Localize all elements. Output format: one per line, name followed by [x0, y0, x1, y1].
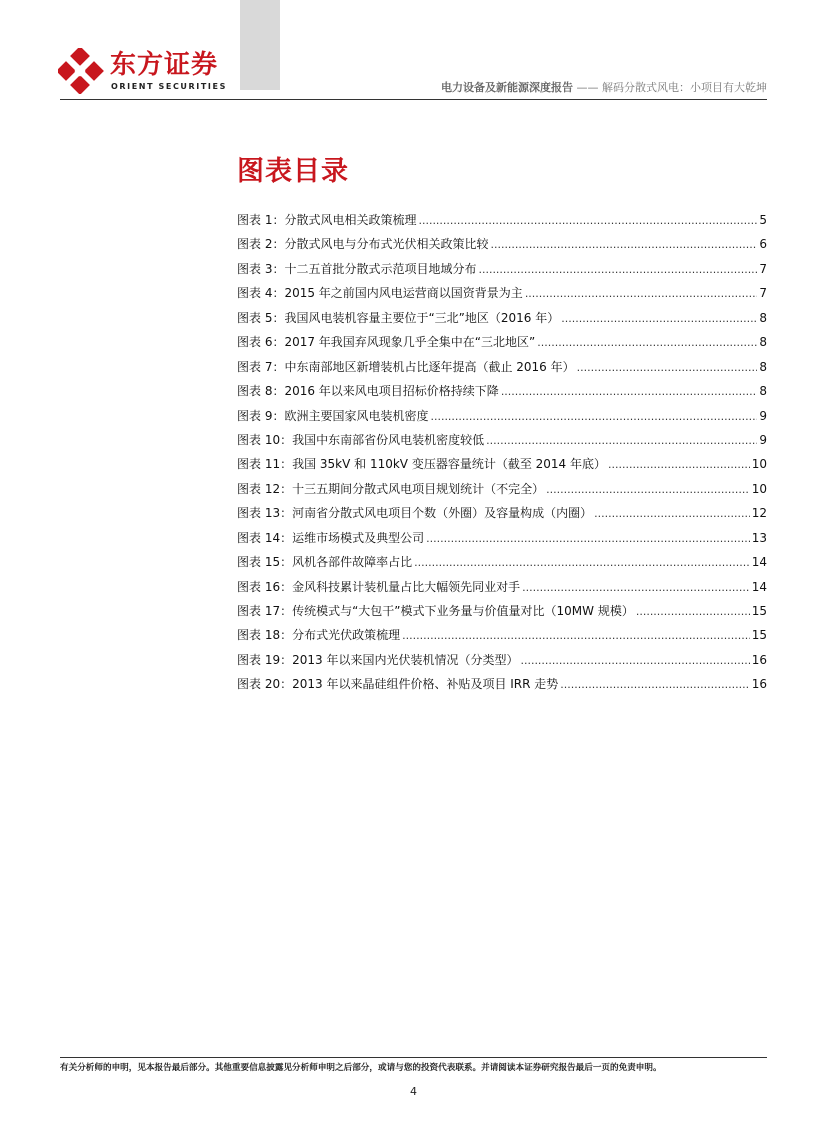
toc-entry[interactable] — [237, 575, 767, 599]
toc-entry-page: 16 — [751, 652, 767, 667]
toc-entry[interactable] — [237, 501, 767, 525]
toc-entry-label: 图表 13：河南省分散式风电项目个数（外圈）及容量构成（内圈） — [237, 506, 593, 521]
toc-entry-label: 图表 9：欧洲主要国家风电装机密度 — [237, 408, 429, 423]
header-decor-block — [240, 0, 280, 90]
toc-entry[interactable] — [237, 257, 767, 281]
toc-entry[interactable] — [237, 428, 767, 452]
company-logo — [58, 48, 238, 98]
toc-entry-page: 7 — [759, 261, 767, 276]
toc-entry-label: 图表 15：风机各部件故障率占比 — [237, 555, 413, 570]
toc-leader-dots — [520, 648, 749, 673]
toc-entry-page: 8 — [759, 310, 767, 325]
toc-entry-page: 13 — [751, 530, 767, 545]
toc-leader-dots — [537, 330, 757, 355]
toc-entry[interactable] — [237, 452, 767, 476]
logo-chinese-text: 东方证券 — [110, 50, 219, 80]
toc-entry-label: 图表 6：2017 年我国弃风现象几乎全集中在“三北地区” — [237, 335, 536, 350]
toc-entry[interactable] — [237, 477, 767, 501]
toc-entry-label: 图表 18：分布式光伏政策梳理 — [237, 628, 401, 643]
toc-leader-dots — [561, 306, 757, 331]
toc-entry-page: 5 — [759, 213, 767, 227]
toc-leader-dots — [546, 477, 750, 502]
toc-entry-label: 图表 17：传统模式与“大包干”模式下业务量与价值量对比（10MW 规模） — [237, 604, 634, 618]
toc-leader-dots — [522, 575, 750, 600]
toc-leader-dots — [490, 232, 757, 257]
toc-entry-label: 图表 4：2015 年之前国内风电运营商以国资背景为主 — [237, 286, 523, 301]
toc-entry-label: 图表 10：我国中东南部省份风电装机密度较低 — [237, 432, 485, 447]
toc-entry-page: 16 — [751, 677, 767, 692]
toc-entry-label: 图表 14：运维市场模式及典型公司 — [237, 530, 425, 545]
toc-entry-page: 9 — [759, 432, 767, 447]
toc-leader-dots — [418, 208, 757, 233]
toc-entry-label: 图表 20：2013 年以来晶硅组件价格、补贴及项目 IRR 走势 — [237, 677, 559, 692]
toc-entry-label: 图表 1：分散式风电相关政策梳理 — [237, 213, 417, 227]
toc-leader-dots — [608, 452, 750, 477]
toc-entry[interactable] — [237, 281, 767, 305]
toc-entry-label: 图表 5：我国风电装机容量主要位于“三北”地区（2016 年） — [237, 310, 560, 325]
toc-entry-page: 8 — [759, 335, 767, 350]
toc-entry-page: 14 — [751, 555, 767, 570]
orient-securities-logo-icon — [58, 48, 104, 94]
toc-leader-dots — [430, 404, 757, 429]
toc-heading: 图表目录 — [237, 156, 349, 187]
toc-leader-dots — [478, 257, 757, 282]
toc-leader-dots — [486, 428, 757, 453]
toc-leader-dots — [402, 623, 750, 648]
toc-entry-page: 14 — [751, 579, 767, 594]
header-separator: —— — [573, 81, 602, 94]
toc-entry-page: 9 — [759, 408, 767, 423]
toc-entry[interactable] — [237, 526, 767, 550]
toc-leader-dots — [594, 501, 750, 526]
toc-entry-label: 图表 12：十三五期间分散式风电项目规划统计（不完全） — [237, 481, 545, 496]
toc-entry[interactable] — [237, 330, 767, 354]
toc-entry[interactable] — [237, 404, 767, 428]
footer-divider — [60, 1057, 767, 1058]
report-header — [441, 79, 767, 95]
report-category: 电力设备及新能源深度报告 — [441, 81, 573, 94]
toc-leader-dots — [426, 526, 750, 551]
footer-disclaimer: 有关分析师的申明，见本报告最后部分。其他重要信息披露见分析师申明之后部分，或请与您的投资代表联系。并请阅读本证券研究报告最后一页的免责申明。 — [60, 1063, 662, 1073]
toc-entry-page: 7 — [759, 286, 767, 301]
toc-entry[interactable] — [237, 379, 767, 403]
toc-entry-page: 12 — [751, 506, 767, 521]
toc-leader-dots — [560, 672, 749, 697]
table-of-figures — [237, 208, 767, 697]
toc-entry-label: 图表 11：我国 35kV 和 110kV 变压器容量统计（截至 2014 年底） — [237, 457, 607, 472]
toc-entry[interactable] — [237, 306, 767, 330]
toc-entry-label: 图表 19：2013 年以来国内光伏装机情况（分类型） — [237, 652, 519, 667]
toc-entry-page: 15 — [751, 628, 767, 643]
toc-entry-page: 10 — [751, 457, 767, 472]
toc-entry[interactable] — [237, 648, 767, 672]
toc-entry-label: 图表 2：分散式风电与分布式光伏相关政策比较 — [237, 237, 489, 252]
header-divider — [60, 99, 767, 100]
toc-entry-page: 10 — [751, 481, 767, 496]
toc-entry-page: 15 — [751, 604, 767, 618]
toc-entry-page: 8 — [759, 359, 767, 374]
toc-entry[interactable] — [237, 550, 767, 574]
toc-leader-dots — [501, 379, 758, 404]
toc-entry-label: 图表 3：十二五首批分散式示范项目地域分布 — [237, 261, 477, 276]
toc-entry[interactable] — [237, 599, 767, 623]
toc-entry-label: 图表 7：中东南部地区新增装机占比逐年提高（截止 2016 年） — [237, 359, 575, 374]
toc-leader-dots — [414, 550, 750, 575]
toc-entry-label: 图表 8：2016 年以来风电项目招标价格持续下降 — [237, 384, 499, 399]
toc-leader-dots — [525, 281, 758, 306]
toc-entry[interactable] — [237, 623, 767, 647]
toc-entry-page: 6 — [759, 237, 767, 252]
toc-entry[interactable] — [237, 208, 767, 232]
toc-entry[interactable] — [237, 355, 767, 379]
logo-english-text: ORIENT SECURITIES — [111, 82, 227, 91]
toc-entry-label: 图表 16：金风科技累计装机量占比大幅领先同业对手 — [237, 579, 521, 594]
page-number: 4 — [410, 1085, 417, 1098]
toc-entry[interactable] — [237, 232, 767, 256]
report-title: 解码分散式风电：小项目有大乾坤 — [602, 81, 767, 94]
toc-leader-dots — [577, 355, 758, 380]
toc-entry-page: 8 — [759, 384, 767, 399]
toc-leader-dots — [636, 599, 750, 624]
toc-entry[interactable] — [237, 672, 767, 696]
